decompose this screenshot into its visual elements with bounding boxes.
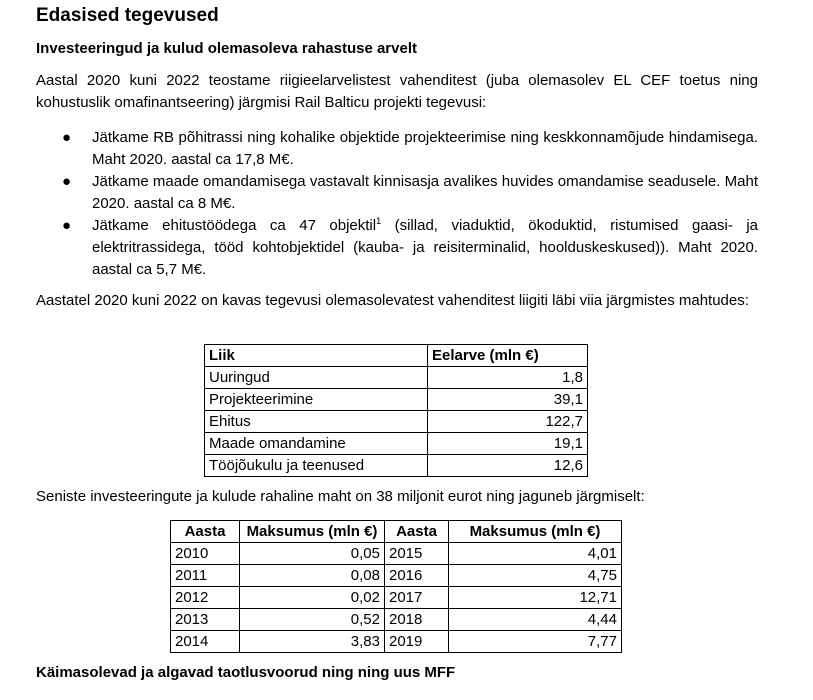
table-row <box>171 631 622 653</box>
table-cell: 2015 <box>385 543 449 565</box>
list-item: Jätkame RB põhitrassi ning kohalike objektide projekteerimise ning keskkonnamõjude hindamisega. Maht 2020. aastal ca 17,8 M€. <box>92 129 758 168</box>
table-cell: 4,44 <box>449 609 622 631</box>
table-cell: Projekteerimine <box>205 389 428 411</box>
table-cell: 3,83 <box>240 631 385 653</box>
table-cell: 39,1 <box>428 389 588 411</box>
intro-paragraph: Aastal 2020 kuni 2022 teostame riigieelarvelistest vahenditest (juba olemasolev EL CEF toetus ning kohustuslik omafinantseering) järgmisi Rail Balticu projekti tegevusi: <box>36 72 758 111</box>
table-header: Eelarve (mln €) <box>428 345 588 367</box>
page-title: Edasised tegevused <box>36 5 219 26</box>
table-cell: 0,08 <box>240 565 385 587</box>
table-cell: 0,05 <box>240 543 385 565</box>
table-header-row <box>205 345 588 367</box>
table-header: Aasta <box>171 521 240 543</box>
table-cell: 12,6 <box>428 455 588 477</box>
payments-table <box>170 520 622 653</box>
table-cell: 0,52 <box>240 609 385 631</box>
bullet-icon: ● <box>62 129 72 146</box>
budget-table <box>204 344 588 477</box>
table-cell: 122,7 <box>428 411 588 433</box>
table-cell: Maade omandamine <box>205 433 428 455</box>
table-header-row <box>171 521 622 543</box>
table-row <box>171 587 622 609</box>
table-cell: 19,1 <box>428 433 588 455</box>
table-row <box>205 367 588 389</box>
table-cell: Ehitus <box>205 411 428 433</box>
footnote-marker: 1 <box>376 216 382 226</box>
table-header: Aasta <box>385 521 449 543</box>
table-cell: 4,01 <box>449 543 622 565</box>
table-cell: 4,75 <box>449 565 622 587</box>
table-cell: 2014 <box>171 631 240 653</box>
bullet-icon: ● <box>62 217 72 234</box>
table-cell: 2011 <box>171 565 240 587</box>
table-row <box>205 433 588 455</box>
list-item: Jätkame maade omandamisega vastavalt kinnisasja avalikes huvides omandamise seadusele. Maht 2020. aastal ca 8 M€. <box>92 173 758 212</box>
bullet-icon: ● <box>62 173 72 190</box>
table-row <box>205 389 588 411</box>
table-cell: 2012 <box>171 587 240 609</box>
list-item-text: (sillad, viaduktid, ökoduktid, ristumised gaasi- ja elektritrassidega, tööd kohtobjektidel (kauba- ja reisiterminalid, hoolduskeskused)). Maht 2020. aastal ca 5,7 M€. <box>92 217 759 278</box>
table-cell: 2019 <box>385 631 449 653</box>
table-row <box>171 609 622 631</box>
table-row <box>171 565 622 587</box>
table-cell: Tööjõukulu ja teenused <box>205 455 428 477</box>
table-cell: Uuringud <box>205 367 428 389</box>
table-header: Maksumus (mln €) <box>240 521 385 543</box>
table-row <box>205 455 588 477</box>
list-item <box>92 215 758 281</box>
table-cell: 2017 <box>385 587 449 609</box>
table-cell: 7,77 <box>449 631 622 653</box>
table-header: Liik <box>205 345 428 367</box>
section-heading-calls: Käimasolevad ja algavad taotlusvoorud ning ning uus MFF <box>36 664 456 681</box>
table-row <box>205 411 588 433</box>
list-item-text: Jätkame ehitustöödega ca 47 objektil <box>92 217 377 234</box>
table-header: Maksumus (mln €) <box>449 521 622 543</box>
table-cell: 2010 <box>171 543 240 565</box>
table-cell: 2018 <box>385 609 449 631</box>
table-row <box>171 543 622 565</box>
table-cell: 0,02 <box>240 587 385 609</box>
section-heading-investments: Investeeringud ja kulud olemasoleva rahastuse arvelt <box>36 40 417 57</box>
budget-intro-paragraph: Aastatel 2020 kuni 2022 on kavas tegevusi olemasolevatest vahenditest liigiti läbi viia järgmistes mahtudes: <box>36 292 749 309</box>
payments-intro-paragraph: Seniste investeeringute ja kulude rahaline maht on 38 miljonit eurot ning jaguneb järgmiselt: <box>36 488 645 505</box>
table-cell: 2013 <box>171 609 240 631</box>
table-cell: 1,8 <box>428 367 588 389</box>
table-cell: 12,71 <box>449 587 622 609</box>
table-cell: 2016 <box>385 565 449 587</box>
